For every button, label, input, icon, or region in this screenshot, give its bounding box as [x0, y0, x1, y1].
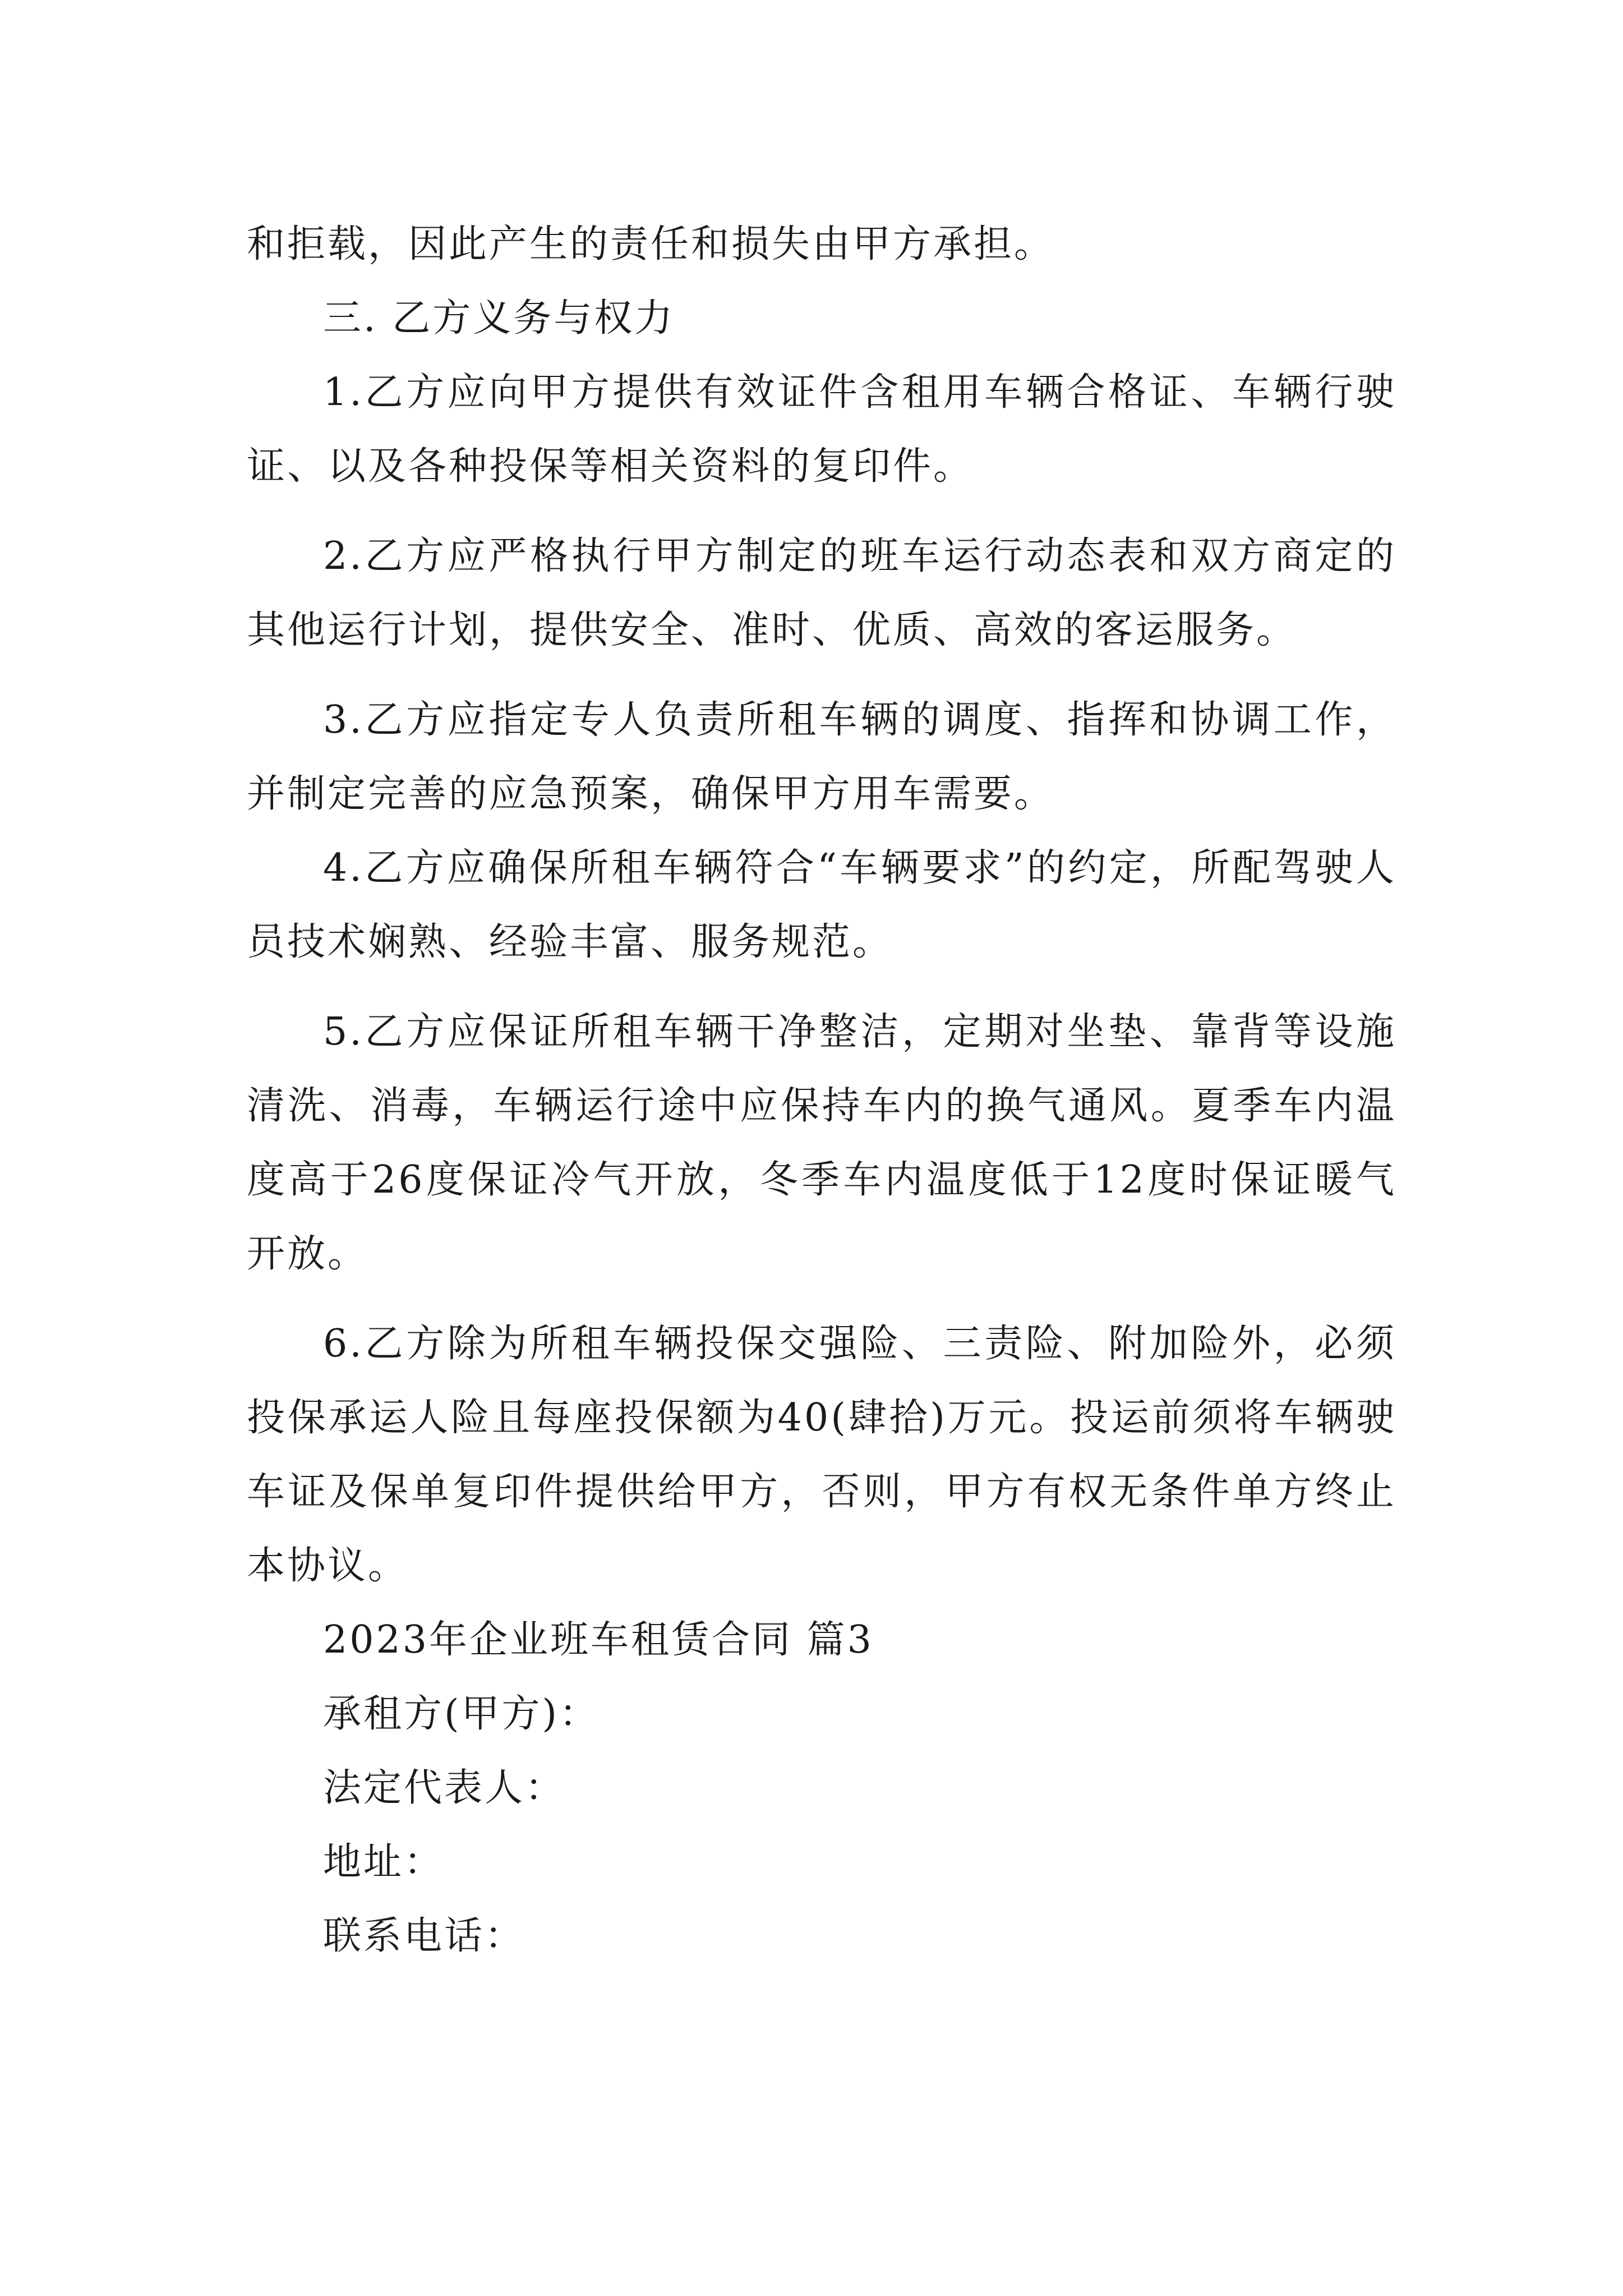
lessee-field: 承租方(甲方)： — [323, 1692, 600, 1736]
clause-3: 3.乙方应指定专人负责所租车辆的调度、指挥和协调工作，并制定完善的应急预案，确保甲方用车需要。 — [247, 698, 1396, 816]
paragraph-continuation: 和拒载，因此产生的责任和损失由甲方承担。 — [247, 222, 1055, 266]
clause-6: 6.乙方除为所租车辆投保交强险、三责险、附加险外，必须投保承运人险且每座投保额为40(肆拾)万元。投运前须将车辆驶车证及保单复印件提供给甲方，否则，甲方有权无条件单方终止本协议。 — [247, 1322, 1396, 1588]
contract-title: 2023年企业班车租赁合同 篇3 — [323, 1618, 874, 1662]
address-field: 地址： — [323, 1840, 445, 1884]
phone-field: 联系电话： — [323, 1914, 525, 1958]
clause-4: 4.乙方应确保所租车辆符合“车辆要求”的约定，所配驾驶人员技术娴熟、经验丰富、服务规范。 — [247, 846, 1396, 964]
legal-representative-field: 法定代表人： — [323, 1766, 566, 1810]
clause-2: 2.乙方应严格执行甲方制定的班车运行动态表和双方商定的其他运行计划，提供安全、准时、优质、高效的客运服务。 — [247, 534, 1396, 652]
clause-1: 1.乙方应向甲方提供有效证件含租用车辆合格证、车辆行驶证、以及各种投保等相关资料的复印件。 — [247, 370, 1396, 489]
document-body — [247, 208, 1396, 1973]
clause-5: 5.乙方应保证所租车辆干净整洁，定期对坐垫、靠背等设施清洗、消毒，车辆运行途中应保持车内的换气通风。夏季车内温度高于26度保证冷气开放，冬季车内温度低于12度时保证暖气开放。 — [247, 1010, 1396, 1276]
section-heading-3: 三. 乙方义务与权力 — [323, 296, 675, 341]
